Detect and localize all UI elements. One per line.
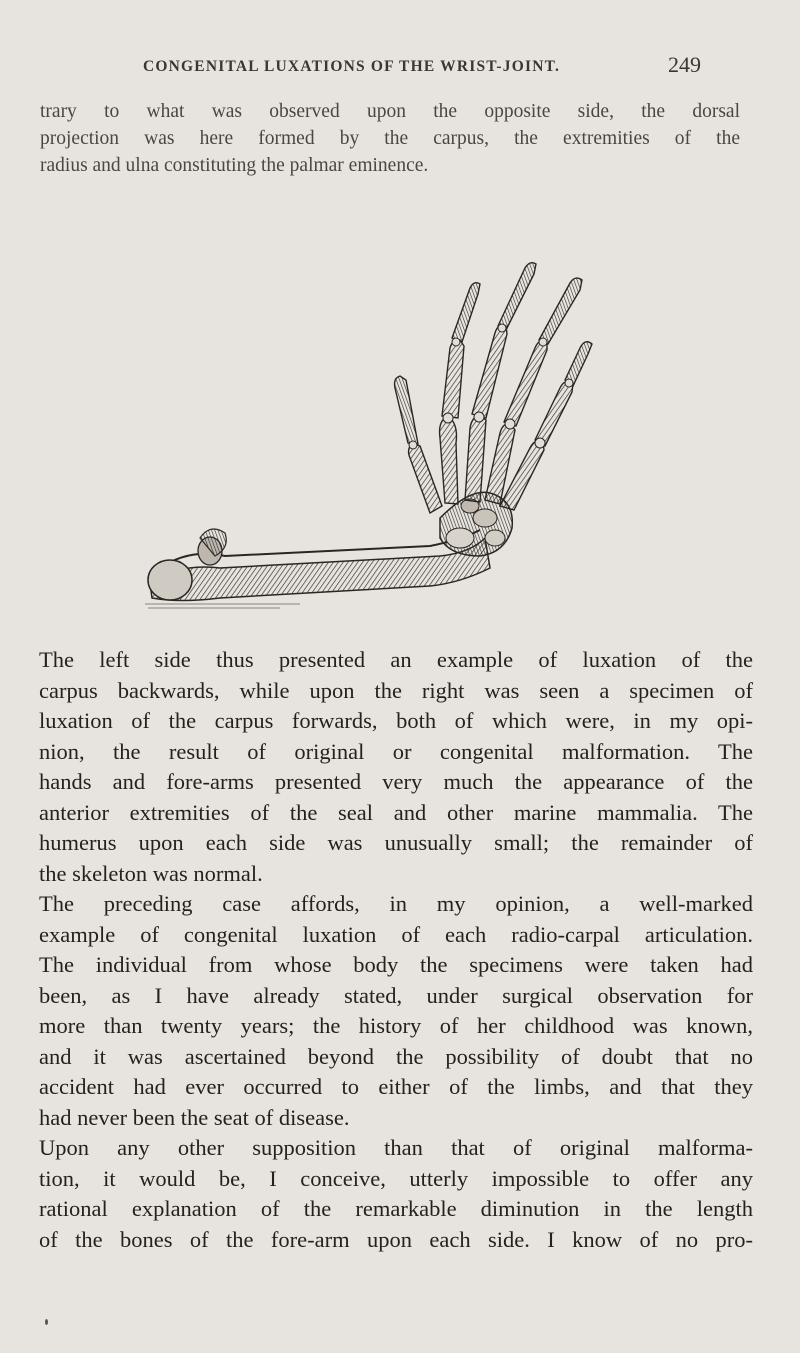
text-line: the skeleton was normal.: [39, 860, 263, 886]
text-line: humerus upon each side was unusually small; the remainder of: [39, 830, 753, 855]
text-line: example of congenital luxation of each radio-carpal articulation.: [39, 921, 753, 947]
text-line: The left side thus presented an example of luxation of the: [39, 647, 753, 672]
page-number: 249: [668, 52, 701, 77]
body-text: [39, 645, 753, 1255]
ink-speck: [45, 1319, 48, 1325]
text-line: had never been the seat of disease.: [39, 1104, 350, 1130]
skeletal-hand-wrist-illustration-icon: [140, 238, 630, 613]
paragraph: [39, 889, 753, 1133]
text-line: radius and ulna constituting the palmar eminence.: [40, 155, 429, 176]
text-line: and it was ascertained beyond the possibility of doubt that no: [39, 1043, 753, 1069]
paragraph: [39, 1133, 753, 1255]
text-line: carpus backwards, while upon the right was seen a specimen of: [39, 677, 753, 703]
text-line: been, as I have already stated, under surgical observation for: [39, 982, 753, 1008]
text-line: hands and fore-arms presented very much the appearance of the: [39, 769, 753, 794]
text-line: of the bones of the fore-arm upon each side. I know of no pro-: [39, 1226, 753, 1252]
top-paragraph: [40, 98, 740, 179]
text-line: anterior extremities of the seal and other marine mammalia. The: [39, 799, 753, 825]
text-line: Upon any other supposition than that of original malforma-: [39, 1135, 753, 1160]
text-line: trary to what was observed upon the opposite side, the dorsal: [40, 101, 740, 122]
text-line: The preceding case affords, in my opinion, a well-marked: [39, 891, 753, 916]
text-line: The individual from whose body the specimens were taken had: [39, 952, 753, 977]
text-line: nion, the result of original or congenital malformation. The: [39, 738, 753, 764]
text-line: luxation of the carpus forwards, both of which were, in my opi-: [39, 708, 753, 733]
text-line: rational explanation of the remarkable diminution in the length: [39, 1196, 753, 1221]
text-line: accident had ever occurred to either of the limbs, and that they: [39, 1074, 753, 1099]
paragraph: [39, 645, 753, 889]
text-line: projection was here formed by the carpus, the extremities of the: [40, 128, 740, 149]
text-line: tion, it would be, I conceive, utterly impossible to offer any: [39, 1165, 753, 1191]
text-line: more than twenty years; the history of her childhood was known,: [39, 1013, 753, 1038]
running-title: CONGENITAL LUXATIONS OF THE WRIST-JOINT.: [143, 58, 561, 75]
